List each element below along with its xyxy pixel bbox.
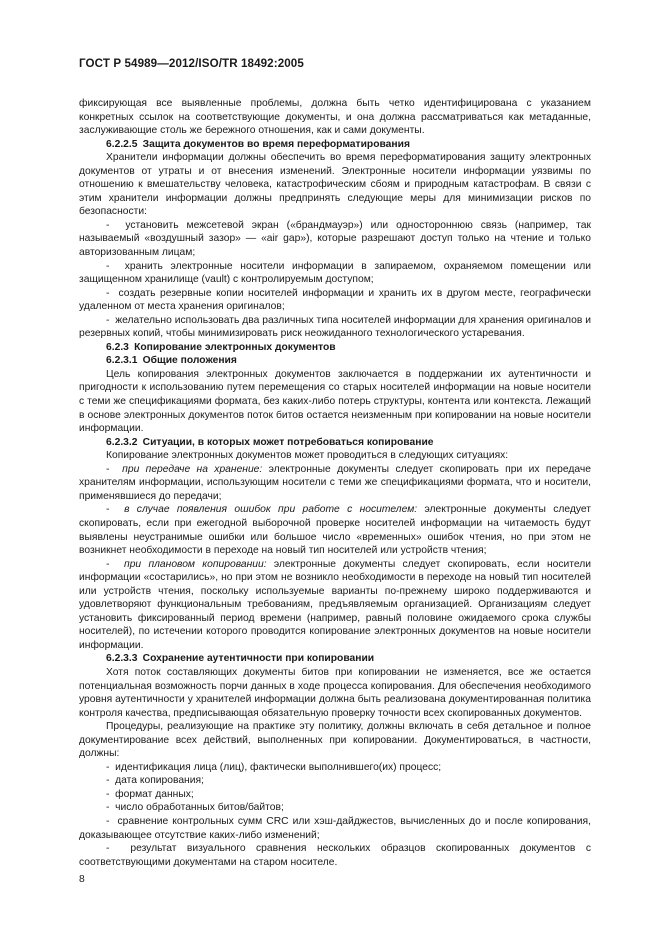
list-item-text: сравнение контрольных сумм CRC или хэш-дайджестов, вычисленных до и после копирования, доказывающее отсутствие каких-либо изменений;	[79, 815, 591, 841]
paragraph: Цель копирования электронных документов заключается в поддержании их аутентичности и пригодности к использованию путем перемещения со старых носителей информации на новые носители с теми же спецификациями формата, без каких-либо потерь структуры, контента или контекста. Лежащий в основе электронных документов поток битов остается неизменным при копировании на новые носители информации.	[79, 368, 591, 435]
list-item-text: электронные документы следует скопировать при их передаче хранителям информации, использующим носители с теми же спецификациями формата, что и носители, применявшиеся до передачи;	[79, 463, 591, 502]
list-item-lead: при передаче на хранение:	[122, 463, 263, 475]
section-title: Защита документов во время переформатирования	[142, 138, 410, 150]
list-item-text: дата копирования;	[115, 775, 204, 787]
paragraph: фиксирующая все выявленные проблемы, должна быть четко идентифицирована с указанием конкретных ссылок на соответствующие документы, и она должна рассматриваться как метаданные, заслуживающие столь же бережного отношения, как и сами документы.	[79, 98, 591, 137]
section-title: Сохранение аутентичности при копировании	[142, 653, 375, 665]
list-item: - хранить электронные носители информации в запираемом, охраняемом помещении или защищенном хранилище (vault) с контролируемым доступом;	[79, 260, 592, 286]
list-item: - формат данных;	[106, 788, 194, 800]
section-title: Копирование электронных документов	[134, 341, 336, 353]
section-number: 6.2.3.2	[106, 436, 138, 448]
list-item: - идентификация лица (лиц), фактически выполнившего(их) процесс;	[106, 761, 442, 773]
list-item-text: создать резервные копии носителей информации и хранить их в другом месте, географически удаленном от места хранения оригиналов;	[79, 287, 591, 313]
paragraph: Процедуры, реализующие на практике эту политику, должны включать в себя детальное и полное документирование всех действий, выполненных при копировании. Документироваться, в частности, должны:	[79, 721, 591, 760]
section-heading	[79, 341, 591, 355]
list-item-lead: в случае появления ошибок при работе с носителем:	[124, 504, 418, 516]
section-number: 6.2.3	[106, 341, 129, 353]
list-item: - дата копирования;	[106, 775, 204, 787]
list-item: - при передаче на хранение: электронные документы следует скопировать при их передаче хранителям информации, использующим носители с теми же спецификациями формата, что и носители, применявшиеся до передачи;	[79, 463, 591, 502]
list-item-text: желательно использовать два различных типа носителей информации для хранения оригиналов и резервных копий, чтобы минимизировать риск неожиданного технологического устаревания.	[79, 314, 591, 340]
list-item-text: результат визуального сравнения нескольких образцов скопированных документов с соответствующими документами на старом носителе.	[79, 843, 591, 868]
list-item: - сравнение контрольных сумм CRC или хэш-дайджестов, вычисленных до и после копирования, доказывающее отсутствие каких-либо изменений;	[79, 815, 591, 841]
list-item: - результат визуального сравнения нескольких образцов скопированных документов с соответствующими документами на старом носителе.	[79, 843, 591, 868]
document-body	[79, 97, 591, 869]
paragraph: Хранители информации должны обеспечить во время переформатирования защиту электронных документов от утраты и от внесения изменений. Электронные носители информации уязвимы по отношению к вмешательству человека, катастрофическим сбоям и природным катастрофам. В связи с этим хранители информации должны предпринять следующие меры для минимизации рисков по безопасности:	[79, 152, 591, 218]
document-header: ГОСТ Р 54989—2012/ISO/TR 18492:2005	[79, 57, 304, 70]
list-item-text: установить межсетевой экран («брандмауэр») или одностороннюю связь (например, так называемый «воздушный зазор» — «air gap»), которые разрешают доступ только на чтение и только авторизованным лицам;	[79, 219, 591, 259]
list-item: - при плановом копировании: электронные документы следует скопировать, если носители информации «состарились», но при этом не возникло необходимости в переходе на новый тип носителей или устройств чтения, поскольку используемые варианты по-прежнему широко поддерживаются и удовлетворяют функциональным требованиям, предъявляемым организацией. Организациям следует установить фиксированный период времени (например, равный половине ожидаемого срока службы носителей), по истечении которого проводится копирование электронных документов на новые носители информации.	[79, 558, 591, 651]
list-item: - число обработанных битов/байтов;	[106, 802, 284, 814]
section-heading	[79, 138, 591, 152]
section-number: 6.2.3.3	[106, 653, 138, 665]
section-heading	[79, 354, 591, 368]
list-item-text: хранить электронные носители информации в запираемом, охраняемом помещении или защищенном хранилище (vault) с контролируемым доступом;	[79, 260, 592, 286]
list-item-text: формат данных;	[115, 788, 194, 800]
list-item-text: идентификация лица (лиц), фактически выполнившего(их) процесс;	[115, 761, 442, 773]
list-item-text: электронные документы следует скопировать, если носители информации «состарились», но при этом не возникло необходимости в переходе на новый тип носителей или устройств чтения, поскольку используемые варианты по-прежнему широко поддерживаются и удовлетворяют функциональным требованиям, предъявляемым организацией. Организациям следует установить фиксированный период времени (например, равный половине ожидаемого срока службы носителей), по истечении которого проводится копирование электронных документов на новые носители информации.	[79, 558, 591, 651]
list-item-text: число обработанных битов/байтов;	[115, 802, 284, 814]
paragraph: Хотя поток составляющих документы битов при копировании не изменяется, все же остается потенциальная возможность порчи данных в ходе процесса копирования. Для обеспечения необходимого уровня аутентичности у хранителей информации должна быть реализована документированная политика контроля качества, предписывающая обязательную проверку точности всех скопированных документов.	[79, 666, 591, 719]
list-item-text: электронные документы следует скопировать, если при ежегодной выборочной проверке носителей информации на читаемость будут выявлены неустранимые ошибки или большое число «временных» ошибок чтения, но при этом не возникнет необходимости в переходе на новый тип носителей или устройств чтения;	[79, 504, 591, 557]
list-item-lead: при плановом копировании:	[124, 558, 267, 570]
section-title: Ситуации, в которых может потребоваться копирование	[142, 436, 434, 448]
section-number: 6.2.3.1	[106, 355, 138, 367]
paragraph: Копирование электронных документов может проводиться в следующих ситуациях:	[106, 450, 509, 462]
section-number: 6.2.2.5	[106, 138, 138, 150]
section-title: Общие положения	[142, 355, 237, 367]
list-item: - создать резервные копии носителей информации и хранить их в другом месте, географически удаленном от места хранения оригиналов;	[79, 287, 591, 313]
list-item: - установить межсетевой экран («брандмауэр») или одностороннюю связь (например, так называемый «воздушный зазор» — «air gap»), которые разрешают доступ только на чтение и только авторизованным лицам;	[79, 219, 591, 259]
list-item: - желательно использовать два различных типа носителей информации для хранения оригиналов и резервных копий, чтобы минимизировать риск неожиданного технологического устаревания.	[79, 314, 591, 340]
section-heading	[79, 652, 591, 666]
page-number: 8	[79, 874, 85, 885]
list-item: - в случае появления ошибок при работе с носителем: электронные документы следует скопировать, если при ежегодной выборочной проверке носителей информации на читаемость будут выявлены неустранимые ошибки или большое число «временных» ошибок чтения, но при этом не возникнет необходимости в переходе на новый тип носителей или устройств чтения;	[79, 504, 591, 557]
section-heading	[79, 436, 591, 450]
